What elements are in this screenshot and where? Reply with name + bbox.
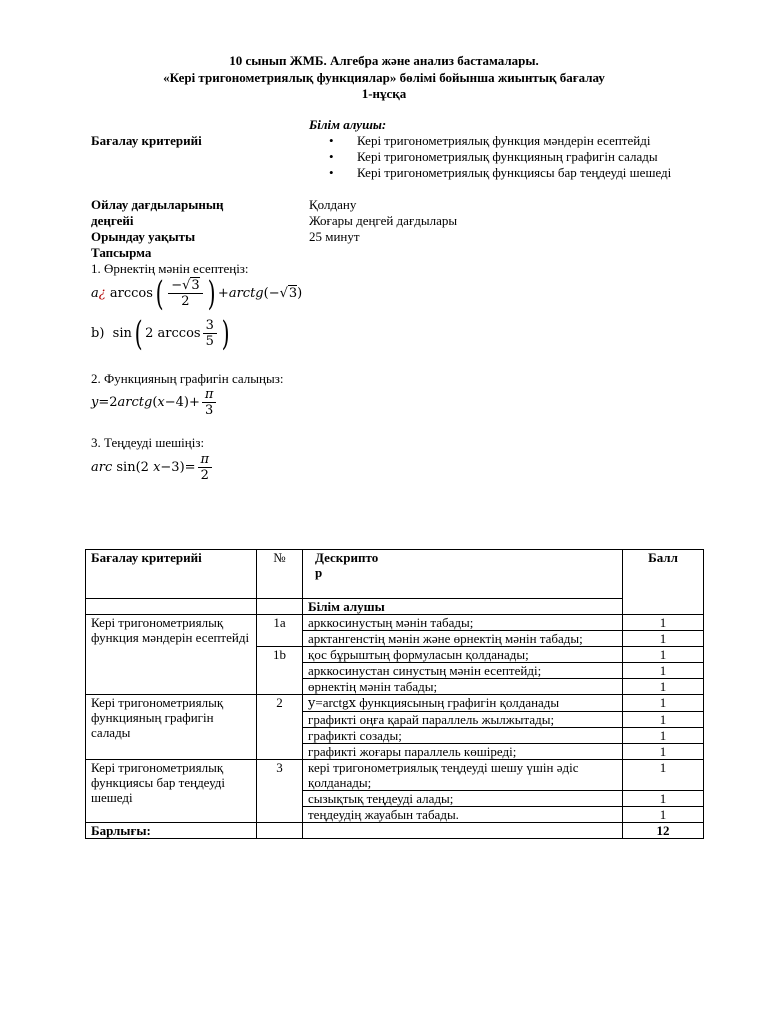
criterion-2: Кері тригонометриялық функцияның графигін салады: [86, 695, 257, 760]
task-number-2: 2: [257, 695, 303, 760]
bullet-icon: •: [329, 165, 334, 180]
table-header-row: [86, 550, 704, 599]
objective-item: • Кері тригонометриялық функция мәндерін есептейді: [329, 133, 651, 148]
descriptor-cell: теңдеудің жауабын табады.: [303, 807, 623, 823]
score-cell: 1: [623, 647, 704, 663]
task-3-text: 3. Теңдеуді шешіңіз:: [91, 435, 205, 450]
header-number: №: [257, 550, 303, 599]
task-label: Тапсырма: [91, 245, 152, 260]
task-1-text: 1. Өрнектің мәнін есептеңіз:: [91, 261, 249, 276]
task-3-formula: arc sin(2 x−3)= $\frac{\pi}{2}$: [91, 452, 214, 483]
table-row: [86, 615, 704, 631]
learner-label: Білім алушы:: [309, 117, 387, 132]
doc-title-line2: «Кері тригонометриялық функциялар» бөлімі бойынша жиынтық бағалау: [163, 70, 605, 85]
header-score: Балл: [623, 550, 704, 615]
score-cell: 1: [623, 807, 704, 823]
bullet-icon: •: [329, 133, 334, 148]
thinking-label-2: деңгейі: [91, 213, 134, 228]
task-1b-formula: b) sin( 2 arccos $\frac{3}{5}$ ): [91, 313, 230, 354]
task-2-text: 2. Функцияның графигін салыңыз:: [91, 371, 284, 386]
table-row: [86, 760, 704, 791]
task-number-1b: 1b: [257, 647, 303, 695]
score-cell: 1: [623, 760, 704, 791]
criterion-1: Кері тригонометриялық функция мәндерін есептейді: [86, 615, 257, 695]
thinking-value-1: Қолдану: [309, 197, 357, 212]
header-criteria: Бағалау критерийі: [86, 550, 257, 599]
header-descriptor: Дескрипто р: [303, 550, 623, 599]
descriptor-cell: сызықтық теңдеуді алады;: [303, 791, 623, 807]
score-cell: 1: [623, 712, 704, 728]
total-label: Барлығы:: [86, 823, 257, 839]
thinking-value-2: Жоғары деңгей дағдылары: [309, 213, 458, 228]
descriptor-cell: графикті созады;: [303, 728, 623, 744]
descriptor-cell: арккосинустан синустың мәнін есептейді;: [303, 663, 623, 679]
table-subheader-row: [86, 599, 704, 615]
criteria-label: Бағалау критерийі: [91, 133, 202, 148]
descriptor-cell: арктангенстің мәнін және өрнектің мәнін табады;: [303, 631, 623, 647]
score-cell: 1: [623, 728, 704, 744]
doc-title-line3: 1-нұсқа: [361, 86, 407, 101]
objectives-list: [309, 133, 709, 181]
table-row: [86, 695, 704, 712]
subheader-learner: Білім алушы: [303, 599, 623, 615]
bullet-icon: •: [329, 149, 334, 164]
descriptor-cell: графикті жоғары параллель көшіреді;: [303, 744, 623, 760]
total-score: 12: [623, 823, 704, 839]
descriptor-cell: кері тригонометриялық теңдеуді шешу үшін әдіс қолданады;: [303, 760, 623, 791]
score-cell: 1: [623, 695, 704, 712]
doc-title-line1: 10 сынып ЖМБ. Алгебра және анализ бастамалары.: [229, 53, 539, 68]
objective-item: • Кері тригонометриялық функциясы бар теңдеуді шешеді: [329, 165, 672, 180]
score-cell: 1: [623, 663, 704, 679]
score-cell: 1: [623, 744, 704, 760]
rubric-table: [85, 549, 704, 839]
score-cell: 1: [623, 615, 704, 631]
objective-item: • Кері тригонометриялық функцияның графигін салады: [329, 149, 658, 164]
task-number-3: 3: [257, 760, 303, 823]
task-2-formula: y=2arctg(x−4)+ $\frac{\pi}{3}$: [91, 387, 218, 418]
descriptor-cell: өрнектің мәнін табады;: [303, 679, 623, 695]
descriptor-cell: арккосинустың мәнін табады;: [303, 615, 623, 631]
task-number-1a: 1a: [257, 615, 303, 647]
score-cell: 1: [623, 679, 704, 695]
task-1a-formula: a¿ arccos( $\frac{-√3}{2}$ ) +arctg(−√3): [91, 273, 303, 314]
descriptor-cell: қос бұрыштың формуласын қолданады;: [303, 647, 623, 663]
score-cell: 1: [623, 791, 704, 807]
time-value: 25 минут: [309, 229, 360, 244]
thinking-label: Ойлау дағдыларының: [91, 197, 224, 212]
descriptor-cell: y=arctgx функциясының графигін қолданады: [303, 695, 623, 712]
score-cell: 1: [623, 631, 704, 647]
descriptor-cell: графикті оңға қарай параллель жылжытады;: [303, 712, 623, 728]
time-label: Орындау уақыты: [91, 229, 196, 244]
total-row: [86, 823, 704, 839]
criterion-3: Кері тригонометриялық функциясы бар теңдеуді шешеді: [86, 760, 257, 823]
